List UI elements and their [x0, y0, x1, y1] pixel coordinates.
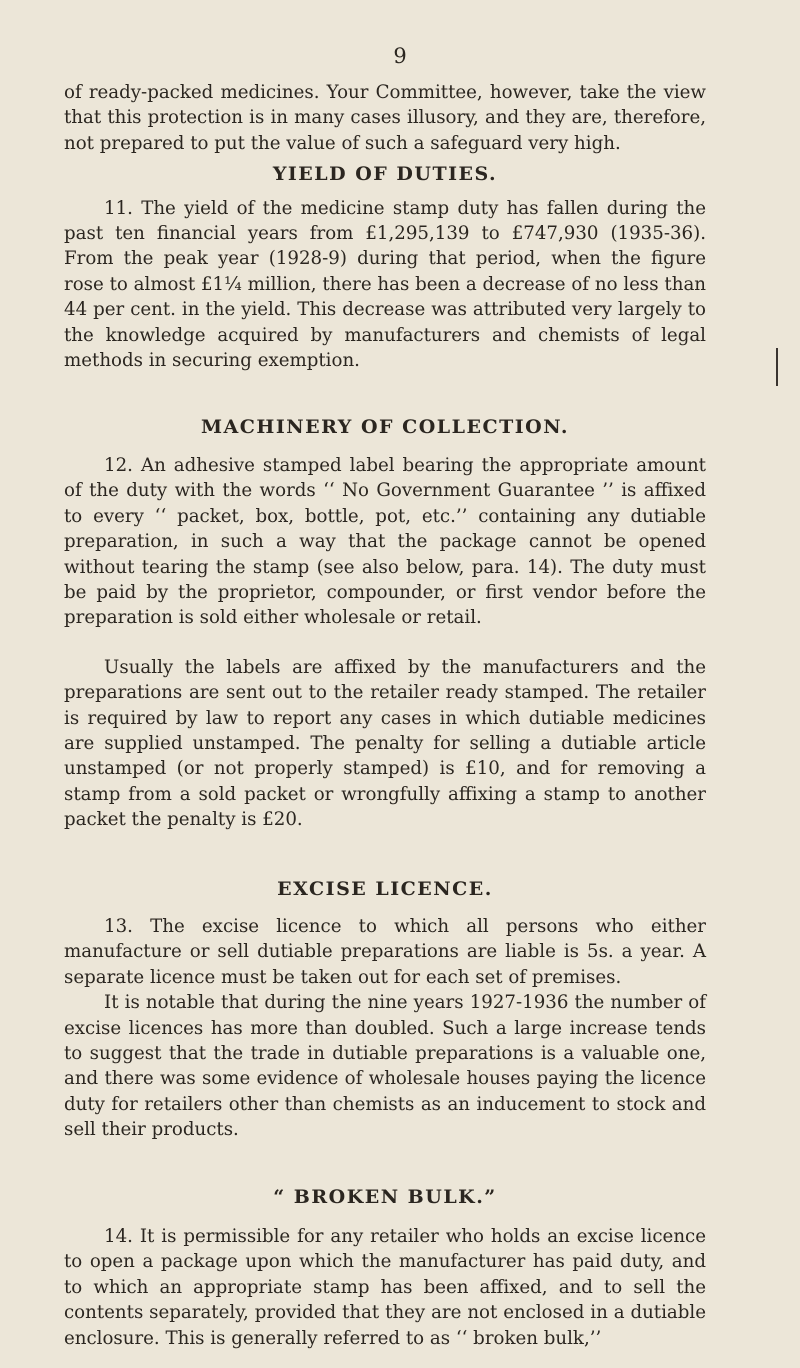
paragraph-12-continued: Usually the labels are affixed by the manufacturers and the preparations are sent out to the retailer ready stamped. The retailer is required by law to report any cases in which dutiable medicines are supplied unstamped. The penalty for selling a dutiable article unstamped (or not properly stamped) is £10, and for removing a stamp from a sold packet or wrongfully affixing a stamp to another packet the penalty is £20.: [64, 656, 706, 831]
heading-machinery-of-collection: MACHINERY OF COLLECTION.: [201, 416, 569, 439]
heading-broken-bulk: “ BROKEN BULK.”: [273, 1185, 497, 1208]
heading-excise-licence: EXCISE LICENCE.: [277, 877, 493, 900]
paragraph-13-continued: It is notable that during the nine years 1927-1936 the number of excise licences has more than doubled. Such a large increase tends to suggest that the trade in dutiable preparations is a valuable one, and there was some evidence of wholesale houses paying the licence duty for retailers other than chemists as an inducement to stock and sell their products.: [64, 992, 706, 1141]
margin-mark: [776, 348, 778, 386]
heading-yield-of-duties: YIELD OF DUTIES.: [272, 163, 498, 186]
paragraph-intro: of ready-packed medicines. Your Committee, however, take the view that this protection is in many cases illusory, and they are, therefore, not prepared to put the value of such a safeguard very high.: [64, 82, 706, 154]
page-number: 9: [393, 44, 407, 68]
page-body: [64, 80, 706, 1351]
paragraph-11: 11. The yield of the medicine stamp duty has fallen during the past ten financial years from £1,295,139 to £747,930 (1935-36). From the peak year (1928-9) during that period, when the figure rose to almost £1¼ million, there has been a decrease of no less than 44 per cent. in the yield. This decrease was attributed very largely to the knowledge acquired by manufacturers and chemists of legal methods in securing exemption.: [64, 197, 706, 372]
paragraph-14: 14. It is permissible for any retailer who holds an excise licence to open a package upon which the manufacturer has paid duty, and to which an appropriate stamp has been affixed, and to sell the contents separately, provided that they are not enclosed in a dutiable enclosure. This is generally referred to as ‘‘ broken bulk,’’: [64, 1226, 706, 1349]
paragraph-13: 13. The excise licence to which all persons who either manufacture or sell dutiable preparations are liable is 5s. a year. A separate licence must be taken out for each set of premises.: [64, 915, 706, 988]
paragraph-12: 12. An adhesive stamped label bearing the appropriate amount of the duty with the words ‘‘ No Government Guarantee ’’ is affixed to every ‘‘ packet, box, bottle, pot, etc.’’ containing any dutiable preparation, in such a way that the package cannot be opened without tearing the stamp (see also below, para. 14). The duty must be paid by the proprietor, compounder, or first vendor before the preparation is sold either wholesale or retail.: [64, 454, 706, 629]
